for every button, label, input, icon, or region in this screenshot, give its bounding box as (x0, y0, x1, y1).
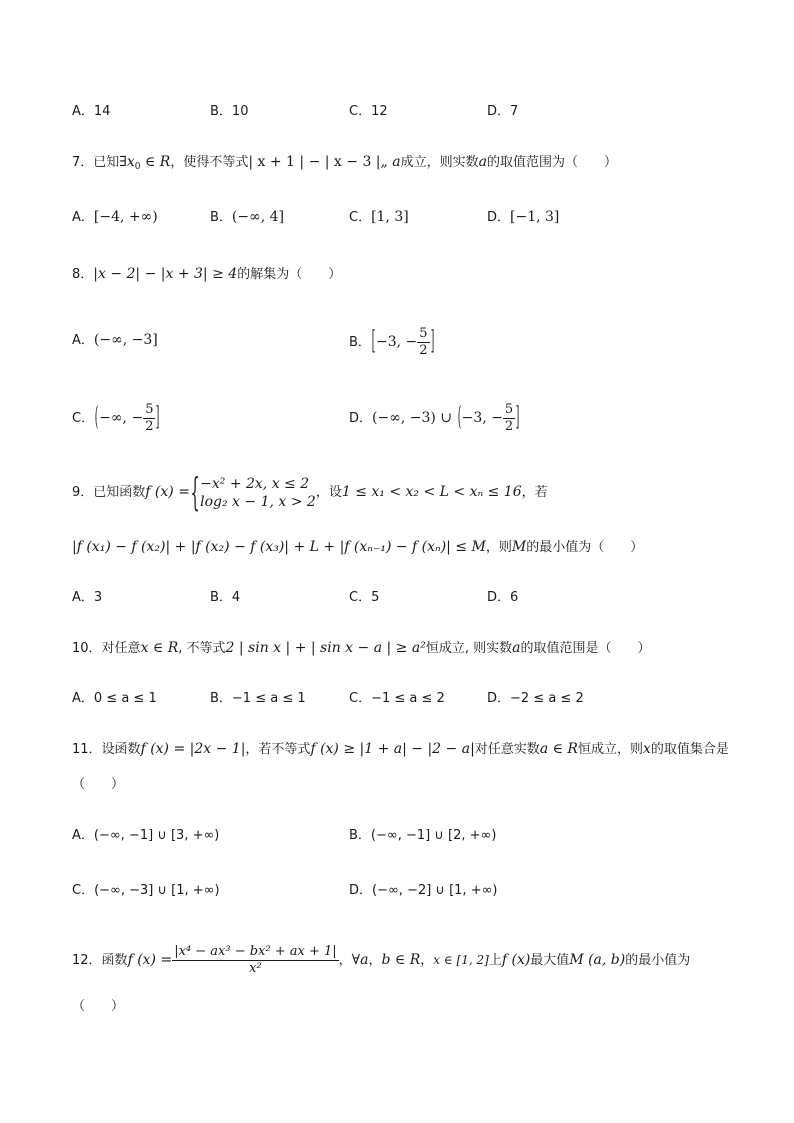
q11-number: 11． (72, 742, 102, 757)
q9-option-b: B．4 (210, 590, 241, 605)
q10-number: 10． (72, 641, 102, 656)
q11-option-c: C．(−∞, −3] ∪ [1, +∞) (72, 883, 220, 898)
q7-exists-x: ∃x (119, 154, 135, 170)
q8-option-d: D．(−∞, −3) ∪ (−3, − $\frac{5}{2}$ ] (349, 402, 520, 434)
q11-option-d: D．(−∞, −2] ∪ [1, +∞) (349, 883, 498, 898)
q7-text: 成立，则实数 (400, 155, 479, 170)
q8-inequality: |x − 2| − |x + 3| ≥ 4 (93, 266, 238, 282)
q7-number: 7． (72, 155, 94, 170)
q10-option-a: A．0 ≤ a ≤ 1 (72, 691, 157, 706)
q7-leq-a: „ a (380, 154, 401, 170)
q9-option-c: C．5 (349, 590, 380, 605)
q9-piecewise: −x² + 2x, x ≤ 2 log₂ x − 1, x > 2 (200, 475, 316, 510)
q11-stem: 11．设函数f (x) = |2x − 1|，若不等式f (x) ≥ |1 + a| − |2 − a|对任意实数a ∈ R恒成立，则x的取值集合是 (72, 741, 729, 757)
q12-number: 12． (72, 953, 102, 968)
q6-option-a: A．14 (72, 104, 111, 119)
q7-sub-0: 0 (134, 162, 141, 172)
q10-option-b: B．−1 ≤ a ≤ 1 (210, 691, 306, 706)
q9-sum-expr: |f (x₁) − f (x₂)| + |f (x₂) − f (x₃)| + L + |f (xₙ₋₁) − f (xₙ)| ≤ M (72, 539, 486, 555)
q7-stem (72, 152, 617, 177)
q9-fx: f (x) = (145, 484, 190, 500)
q11-option-b: B．(−∞, −1] ∪ [2, +∞) (349, 828, 497, 843)
q9-condition: 1 ≤ x₁ < x₂ < L < xₙ ≤ 16 (341, 484, 522, 500)
q7-var-a: a (478, 154, 487, 170)
q7-option-b: B．(−∞, 4] (210, 209, 285, 225)
q10-option-d: D．−2 ≤ a ≤ 2 (487, 691, 584, 706)
q8-stem (72, 264, 341, 285)
q7-abs-expr: | x + 1 | − | x − 3 | (248, 154, 381, 170)
q12-stem: 12．函数f (x) = $\frac{\text{|x⁴ − ax³ − bx² + ax + 1|}}{\text{x²}}$ ，∀a，b ∈ R，x ∈ [1, 2]上f (x)最大值M (a, b)的最小值为 (72, 944, 691, 976)
q7-option-a: A．[−4, +∞) (72, 209, 158, 225)
q10-option-c: C．−1 ≤ a ≤ 2 (349, 691, 445, 706)
q6-option-d: D．7 (487, 104, 519, 119)
q7-text: ，使得不等式 (170, 155, 249, 170)
q10-stem: 10．对任意x ∈ R, 不等式2 | sin x | + | sin x − a | ≥ a²恒成立, 则实数a的取值范围是（ ） (72, 640, 651, 656)
q8-option-c: C．(−∞, − $\frac{5}{2}$ ] (72, 402, 160, 434)
q8-text: 的解集为（ ） (237, 267, 342, 282)
q9-number: 9． (72, 485, 94, 500)
q8-option-a: A．(−∞, −3] (72, 332, 158, 348)
q9-stem-line2: |f (x₁) − f (x₂)| + |f (x₂) − f (x₃)| + L + |f (xₙ₋₁) − f (xₙ)| ≤ M，则M的最小值为（ ） (72, 539, 644, 555)
q7-in-r: ∈ R (140, 154, 171, 170)
q9-stem: 9．已知函数f (x) ={ −x² + 2x, x ≤ 2 log₂ x − 1, x > 2 ，设1 ≤ x₁ < x₂ < L < xₙ ≤ 16，若 (72, 470, 548, 515)
q7-text: 已知 (93, 155, 120, 170)
q7-option-d: D．[−1, 3] (487, 209, 560, 225)
q9-option-a: A．3 (72, 590, 103, 605)
q9-brace: { (190, 468, 200, 515)
q12-answer-paren: （ ） (72, 999, 125, 1014)
q7-option-c: C．[1, 3] (349, 209, 409, 225)
q10-inequality: 2 | sin x | + | sin x − a | ≥ a² (225, 640, 426, 656)
q8-number: 8． (72, 267, 94, 282)
q6-option-b: B．10 (210, 104, 249, 119)
q12-fraction: $\frac{\text{|x⁴ − ax³ − bx² + ax + 1|}}{\text{x²}}$ (174, 944, 337, 976)
q11-option-a: A．(−∞, −1] ∪ [3, +∞) (72, 828, 220, 843)
q11-answer-paren: （ ） (72, 777, 125, 792)
q6-option-c: C．12 (349, 104, 388, 119)
q7-text: 的取值范围为（ ） (486, 155, 617, 170)
q9-option-d: D．6 (487, 590, 519, 605)
q8-option-b: B．[−3, − $\frac{5}{2}$ ] (349, 326, 434, 358)
